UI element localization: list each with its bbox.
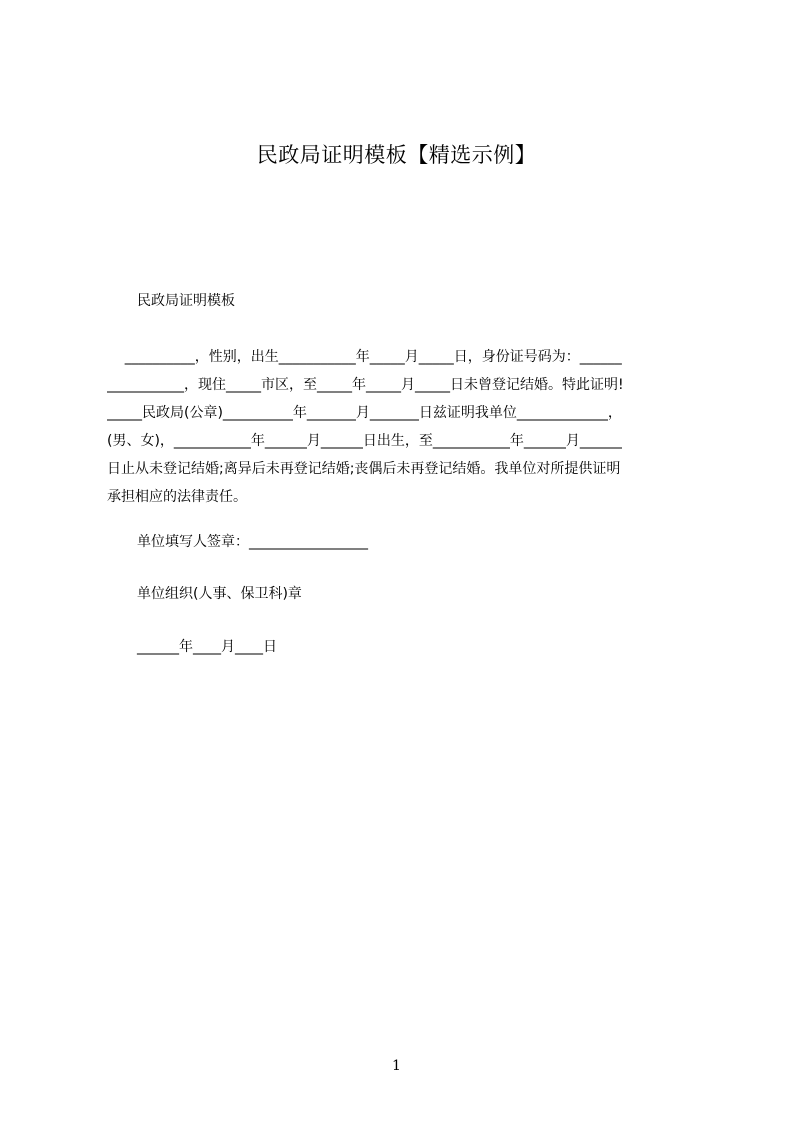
body-line: ___________，现住_____市区，至_____年_____月_____日未曾登记结婚。特此证明! — [107, 377, 624, 393]
signer-line: 单位填写人签章：_________________ — [137, 534, 368, 550]
body-line: __________，性别，出生___________年_____月_____日，身份证号码为：______ — [107, 349, 622, 365]
body-line: (男、女)，___________年______月______日出生，至___________年______月______ — [107, 433, 622, 449]
page-number: 1 — [392, 1058, 401, 1074]
date-line: ______年____月____日 — [137, 639, 277, 655]
document-title: 民政局证明模板【精选示例】 — [256, 143, 537, 167]
body-line: 承担相应的法律责任。 — [107, 489, 247, 505]
section-subtitle: 民政局证明模板 — [137, 293, 235, 309]
body-line: 日止从未登记结婚;离异后未再登记结婚;丧偶后未再登记结婚。我单位对所提供证明 — [107, 461, 621, 477]
org-seal-line: 单位组织(人事、保卫科)章 — [137, 586, 302, 602]
certificate-body — [107, 343, 699, 511]
body-line: _____民政局(公章)__________年_______月_______日兹证明我单位_____________， — [107, 405, 622, 421]
